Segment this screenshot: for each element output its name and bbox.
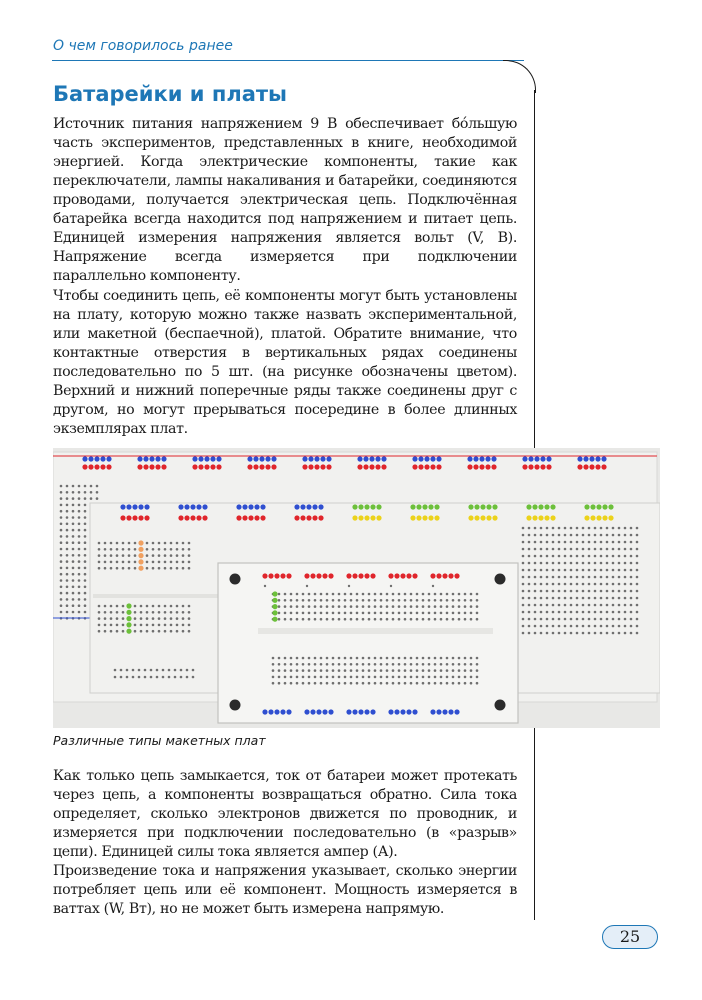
mounting-hole-icon: [495, 700, 506, 711]
page-number: 25: [602, 925, 658, 949]
mounting-hole-icon: [495, 574, 506, 585]
frame-corner: [503, 60, 536, 93]
board-body: [218, 563, 518, 723]
breadboard-small: [218, 563, 518, 723]
center-channel: [258, 628, 493, 634]
header-rule: [52, 60, 524, 61]
paragraph: Чтобы соединить цепь, её компоненты могут быть установлены на плату, которую можно также назвать экспериментальной, или макетной (беспаечной), платой. Обратите внимание, что контактные отверстия в вертикальных рядах соединены последовательно по 5 шт. (на рисунке обозначены цветом). Верхний и нижний поперечные ряды также соединены друг с другом, но могут прерываться посередине в более длинных экземплярах плат.: [53, 288, 517, 437]
paragraph: Как только цепь замыкается, ток от батареи может протекать через цепь, а компоненты возвращаться обратно. Сила тока определяет, сколько электронов движется по проводник, и измеряется при подключении последовательно (в «разрыв» цепи). Единицей силы тока является ампер (А).: [53, 768, 517, 860]
running-head: О чем говорилось ранее: [53, 38, 233, 54]
section-title: Батарейки и платы: [53, 82, 288, 106]
mounting-hole-icon: [230, 700, 241, 711]
breadboards-figure: [53, 448, 660, 728]
figure-caption: Различные типы макетных плат: [53, 733, 266, 748]
frame-line: [534, 727, 535, 920]
frame-line: [534, 90, 535, 450]
mounting-hole-icon: [230, 574, 241, 585]
paragraph: Произведение тока и напряжения указывает, сколько энергии потребляет цепь или её компонент. Мощность измеряется в ваттах (W, Вт), но не может быть измерена напрямую.: [53, 863, 517, 917]
paragraph: Источник питания напряжением 9 В обеспечивает бóльшую часть экспериментов, представленных в книге, необходимой энергией. Когда электрические компоненты, такие как переключатели, лампы накаливания и батарейки, соединяются проводами, получается электрическая цепь. Подключённая батарейка всегда находится под напряжением и питает цепь. Единицей измерения напряжения является вольт (V, В). Напряжение всегда измеряется при подключении параллельно компоненту.: [53, 116, 517, 284]
